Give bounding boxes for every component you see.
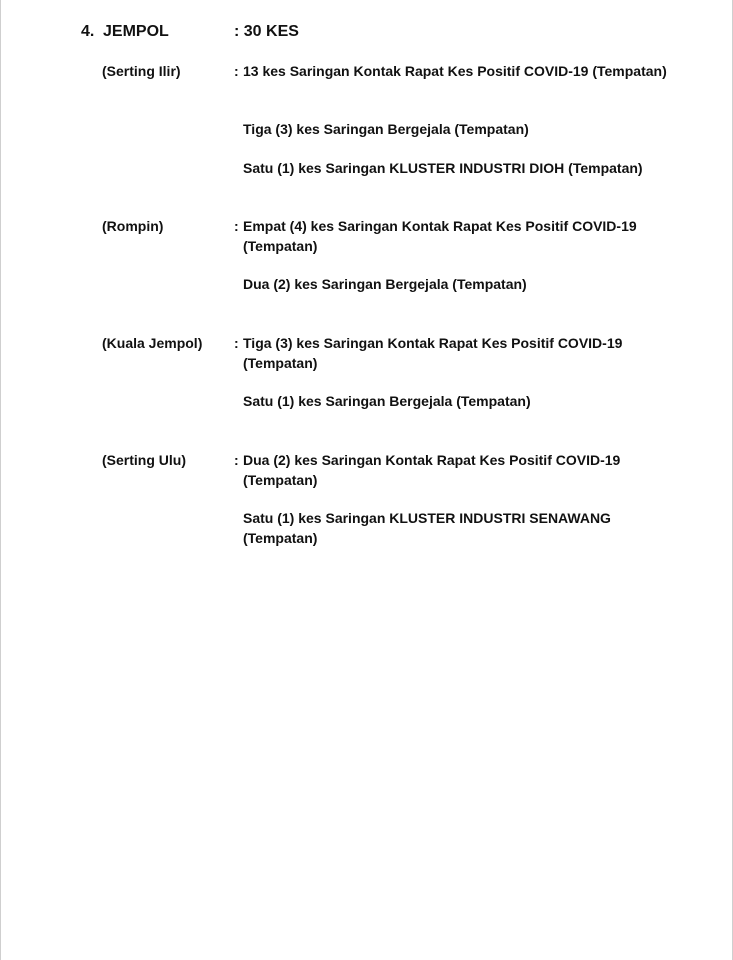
case-entry: 13 kes Saringan Kontak Rapat Kes Positif COVID-19 (Tempatan) [243, 63, 667, 79]
section-number: 4. [81, 23, 95, 40]
case-entry: Satu (1) kes Saringan KLUSTER INDUSTRI DIOH (Tempatan) [243, 160, 643, 176]
case-entry: Satu (1) kes Saringan KLUSTER INDUSTRI SENAWANG (Tempatan) [243, 510, 611, 546]
case-entry: Tiga (3) kes Saringan Kontak Rapat Kes Positif COVID-19 (Tempatan) [243, 335, 623, 371]
area-colon: : [234, 63, 239, 79]
area-label: (Serting Ulu) [102, 452, 186, 468]
area-label: (Kuala Jempol) [102, 335, 203, 351]
area-label: (Rompin) [102, 218, 164, 234]
district-heading [1, 23, 733, 45]
district-name: JEMPOL [103, 23, 169, 40]
case-entry: Empat (4) kes Saringan Kontak Rapat Kes Positif COVID-19 (Tempatan) [243, 218, 637, 254]
case-entry: Satu (1) kes Saringan Bergejala (Tempatan) [243, 393, 531, 409]
district-total-cases: : 30 KES [234, 23, 299, 40]
case-entry: Tiga (3) kes Saringan Bergejala (Tempatan) [243, 121, 529, 137]
area-label: (Serting Ilir) [102, 63, 181, 79]
area-colon: : [234, 218, 239, 234]
case-entry: Dua (2) kes Saringan Bergejala (Tempatan) [243, 276, 527, 292]
area-colon: : [234, 335, 239, 351]
area-colon: : [234, 452, 239, 468]
case-entry: Dua (2) kes Saringan Kontak Rapat Kes Positif COVID-19 (Tempatan) [243, 452, 621, 488]
